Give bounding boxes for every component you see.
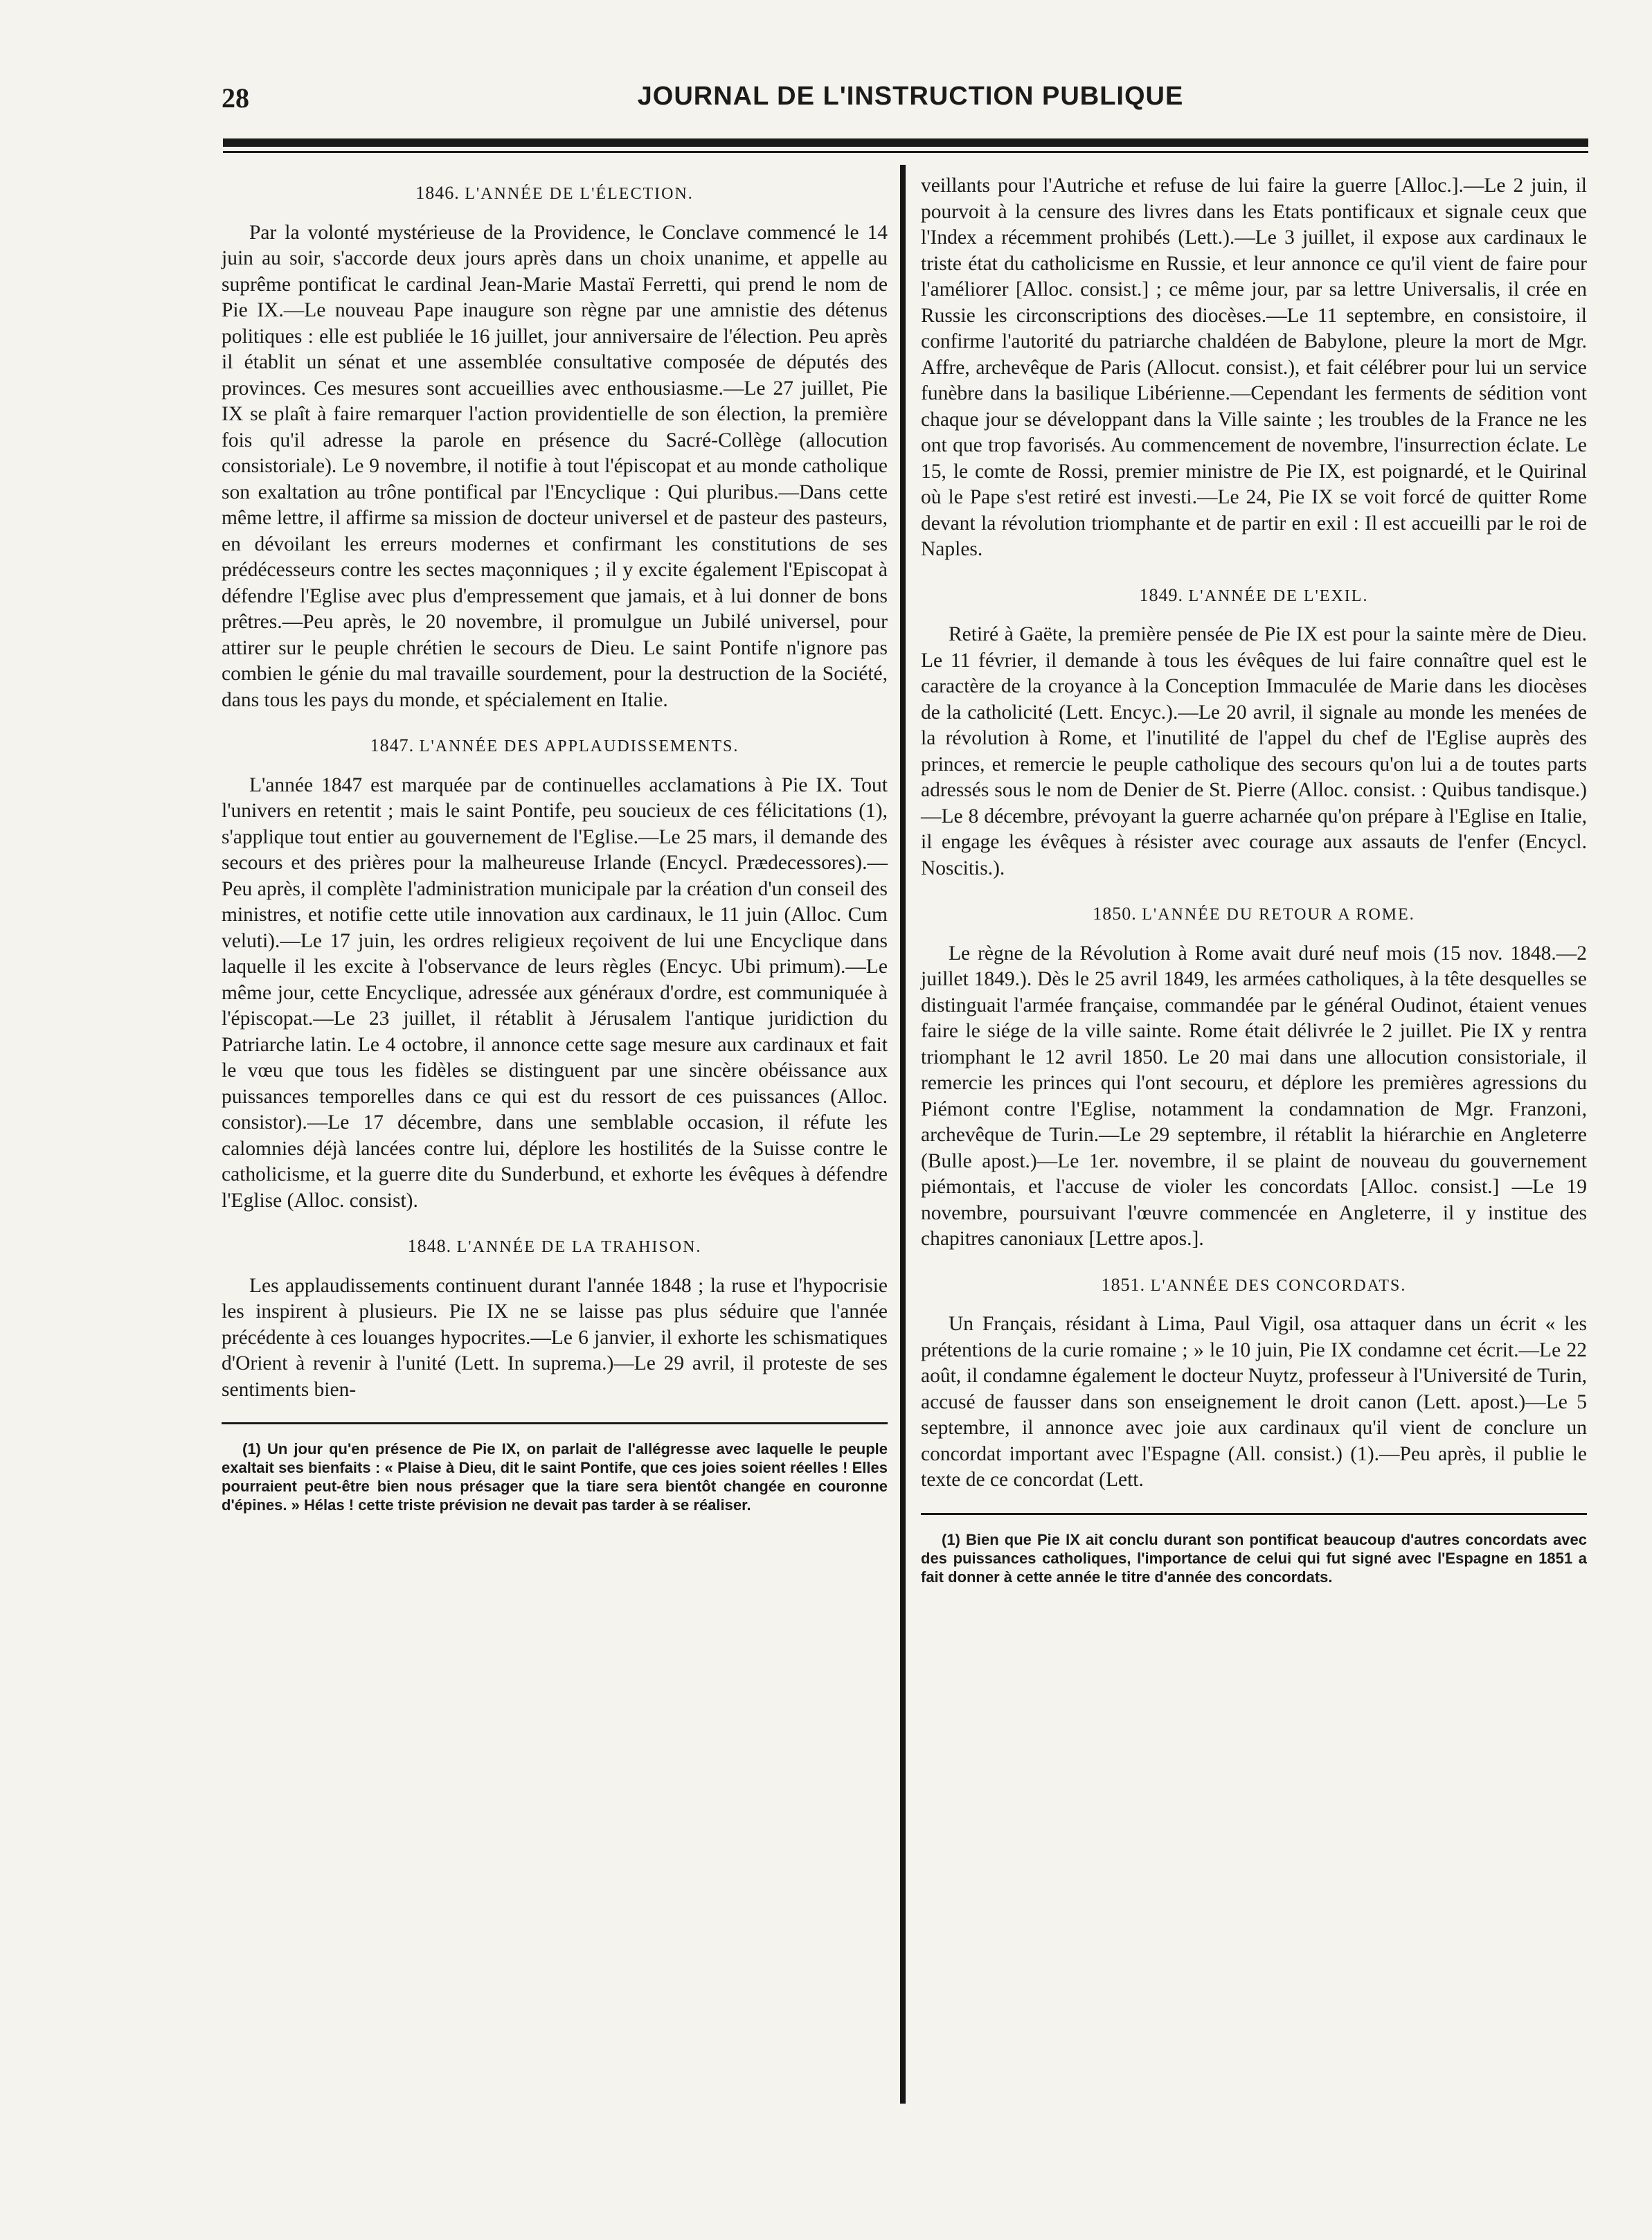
right-column <box>921 173 1587 1602</box>
section-year: 1847. <box>370 735 415 755</box>
section-body: Les applaudissements continuent durant l'année 1848 ; la ruse et l'hypocrisie les inspirent à plusieurs. Pie IX ne se laisse pas plus séduire que l'année précédente à ces louanges hypocrites.—Le 6 janvier, il exhorte les schismatiques d'Orient à revenir à l'unité (Lett. In suprema.)—Le 29 avril, il proteste de ses sentiments bien- <box>222 1274 888 1401</box>
header-rule-thin <box>223 151 1588 153</box>
footnote-rule <box>222 1422 888 1424</box>
footnote-right: (1) Bien que Pie IX ait conclu durant son pontificat beaucoup d'autres concordats avec des puissances catholiques, l'importance de celui qui fut signé avec l'Espagne en 1851 a fait donner à cette année le titre d'année des concordats. <box>921 1530 1587 1586</box>
section-year: 1848. <box>407 1236 452 1256</box>
section-heading <box>921 582 1587 610</box>
section-title: L'ANNÉE DU RETOUR A ROME. <box>1142 906 1415 924</box>
section-year: 1849. <box>1139 584 1184 605</box>
left-column <box>222 173 888 1530</box>
section-heading <box>222 180 888 208</box>
section-title: L'ANNÉE DE LA TRAHISON. <box>456 1238 702 1256</box>
section-heading <box>222 1233 888 1261</box>
page-header <box>222 82 1599 123</box>
section-1846 <box>222 180 888 713</box>
section-title: L'ANNÉE DES APPLAUDISSEMENTS. <box>419 737 739 755</box>
section-body: Retiré à Gaëte, la première pensée de Pie IX est pour la sainte mère de Dieu. Le 11 février, il demande à tous les évêques de lui faire connaître quel est le caractère de la croyance à la Conception Immaculée de Marie dans les diocèses de la catholicité (Lett. Encyc.).—Le 20 avril, il signale au monde les menées de la révolution à Rome, et l'inutilité de l'appel du chef de l'Eglise auprès des princes, et remercie le peuple catholique des secours qu'on lui a de toutes parts adressés sous le nom de Denier de St. Pierre (Alloc. consist. : Quibus tandisque.)—Le 8 décembre, prévoyant la guerre acharnée qu'on prépare à l'Eglise en Italie, il engage les évêques à résister avec courage aux assauts de l'enfer (Encycl. Noscitis.). <box>921 623 1587 879</box>
section-body: L'année 1847 est marquée par de continuelles acclamations à Pie IX. Tout l'univers en retentit ; mais le saint Pontife, peu soucieux de ces félicitations (1), s'applique tout entier au gouvernement de l'Eglise.—Le 25 mars, il demande des secours et des prières pour la malheureuse Irlande (Encycl. Prædecessores).—Peu après, il complète l'administration municipale par la création d'un conseil des ministres, et notifie cette utile innovation aux cardinaux, le 11 juin (Alloc. Cum veluti).—Le 17 juin, les ordres religieux reçoivent de lui une Encyclique dans laquelle il les excite à l'observance de leurs règles (Encyc. Ubi primum).—Le même jour, cette Encyclique, adressée aux généraux d'ordre, est communiquée à l'épiscopat.—Le 23 juillet, il rétablit à Jérusalem l'antique juridiction du Patriarche latin. Le 4 octobre, il annonce cette sage mesure aux cardinaux et fait le vœu que tous les fidèles se distinguent par une sincère obéissance aux puissances temporelles dans ce qui est du ressort de ces puissances (Alloc. consistor).—Le 17 décembre, dans une semblable occasion, il réfute les calomnies déjà lancées contre lui, déplore les hostilités de la Suisse contre le catholicisme, et la guerre dite du Sunderbund, et exhorte les évêques à défendre l'Eglise (Alloc. consist). <box>222 773 888 1212</box>
continuation-text: veillants pour l'Autriche et refuse de lui faire la guerre [Alloc.].—Le 2 juin, il pourvoit à la censure des livres dans les Etats pontificaux et signale ceux que l'Index a récemment prohibés (Lett.).—Le 3 juillet, il expose aux cardinaux le triste état du catholicisme en Russie, et leur annonce ce qu'il vient de faire pour l'améliorer [Alloc. consist.] ; ce même jour, par sa lettre Universalis, il crée en Russie les circonscriptions des diocèses.—Le 11 septembre, en consistoire, il confirme l'autorité du patriarche chaldéen de Babylone, pleure la mort de Mgr. Affre, archevêque de Paris (Allocut. consist.), et fait célébrer pour lui un service funèbre dans la basilique Libérienne.—Cependant les ferments de sédition vont chaque jour se développant dans la Ville sainte ; les troubles de la France ne les ont que trop favorisés. Au commencement de novembre, l'insurrection éclate. Le 15, le comte de Rossi, premier ministre de Pie IX, est poignardé, et le Quirinal où le Pape s'est retiré est investi.—Le 24, Pie IX se voit forcé de quitter Rome devant la révolution triomphante et de partir en exil : Il est accueilli par le roi de Naples. <box>921 174 1587 560</box>
running-title: JOURNAL DE L'INSTRUCTION PUBLIQUE <box>637 82 1184 111</box>
footnote-left: (1) Un jour qu'en présence de Pie IX, on parlait de l'allégresse avec laquelle le peuple exaltait ses bienfaits : « Plaise à Dieu, dit le saint Pontife, que ces joies soient réelles ! Elles pourraient peut-être bien nous présager que la tiare sera bientôt changée en couronne d'épines. » Hélas ! cette triste prévision ne devait pas tarder à se réaliser. <box>222 1440 888 1514</box>
header-rule-thick <box>223 138 1588 147</box>
section-year: 1846. <box>415 183 460 203</box>
footnote-rule <box>921 1513 1587 1515</box>
section-1848 <box>222 1233 888 1403</box>
section-title: L'ANNÉE DE L'ÉLECTION. <box>465 185 694 203</box>
column-divider <box>900 165 906 2104</box>
section-1850 <box>921 901 1587 1253</box>
section-title: L'ANNÉE DE L'EXIL. <box>1188 586 1369 605</box>
section-body: Par la volonté mystérieuse de la Providence, le Conclave commencé le 14 juin au soir, s'accorde deux jours après dans un choix unanime, et appelle au suprême pontificat le cardinal Jean-Marie Mastaï Ferretti, qui prend le nom de Pie IX.—Le nouveau Pape inaugure son règne par une amnistie des détenus politiques : elle est publiée le 16 juillet, jour anniversaire de l'élection. Peu après il établit un sénat et une assemblée consultative composée de députés des provinces. Ces mesures sont accueillies avec enthousiasme.—Le 27 juillet, Pie IX se plaît à faire remarquer l'action providentielle de son élection, la première fois qu'il adresse la parole en présence du Sacré-Collège (allocution consistoriale). Le 9 novembre, il notifie à tout l'épiscopat et au monde catholique son exaltation au trône pontifical par l'Encyclique : Qui pluribus.—Dans cette même lettre, il affirme sa mission de docteur universel et de pasteur des pasteurs, en dévoilant les erreurs modernes et confirmant les constitutions de ses prédécesseurs contre les sectes maçonniques ; il y excite également l'Episcopat à défendre l'Eglise avec plus d'empressement que jamais, et à lui donner de bons prêtres.—Peu après, le 20 novembre, il promulgue un Jubilé universel, pour attirer sur le peuple chrétien le secours de Dieu. Le saint Pontife n'ignore pas combien le génie du mal travaille sourdement, pour la destruction de la Société, dans tous les pays du monde, et spécialement en Italie. <box>222 221 888 711</box>
section-1851 <box>921 1272 1587 1494</box>
section-1847 <box>222 733 888 1214</box>
page-number: 28 <box>222 82 249 114</box>
section-body: Un Français, résidant à Lima, Paul Vigil, osa attaquer dans un écrit « les prétentions de la curie romaine ; » le 10 juin, Pie IX condamne cet écrit.—Le 22 août, il condamne également le docteur Nuytz, professeur à l'Université de Turin, accusé de fausser dans son enseignement le droit canon (Lett. apost.)—Le 5 septembre, il annonce avec joie aux cardinaux qu'il vient de conclure un concordat important avec l'Espagne (All. consist.) (1).—Peu après, il publie le texte de ce concordat (Lett. <box>921 1313 1587 1491</box>
section-title: L'ANNÉE DES CONCORDATS. <box>1150 1276 1407 1295</box>
section-heading <box>921 901 1587 929</box>
section-1849 <box>921 582 1587 882</box>
section-heading <box>222 733 888 760</box>
section-year: 1850. <box>1093 904 1137 924</box>
section-body: Le règne de la Révolution à Rome avait duré neuf mois (15 nov. 1848.—2 juillet 1849.). Dès le 25 avril 1849, les armées catholiques, à la tête desquelles se distinguait l'armée française, commandée par le général Oudinot, étaient venues faire le siége de la ville sainte. Rome était délivrée le 2 juillet. Pie IX y rentra triomphant le 12 avril 1850. Le 20 mai dans une allocution consistoriale, il remercie les princes qui l'ont secouru, et déplore les premières agressions du Piémont contre l'Eglise, notamment la condamnation de Mgr. Franzoni, archevêque de Turin.—Le 29 septembre, il rétablit la hiérarchie en Angleterre (Bulle apost.)—Le 1er. novembre, il se plaint de nouveau du gouvernement piémontais, et l'accuse de violer les concordats [Alloc. consist.] —Le 19 novembre, poursuivant l'œuvre commencée en Angleterre, il y institue des chapitres canoniaux [Lettre apos.]. <box>921 942 1587 1250</box>
section-heading <box>921 1272 1587 1300</box>
section-year: 1851. <box>1101 1274 1146 1295</box>
